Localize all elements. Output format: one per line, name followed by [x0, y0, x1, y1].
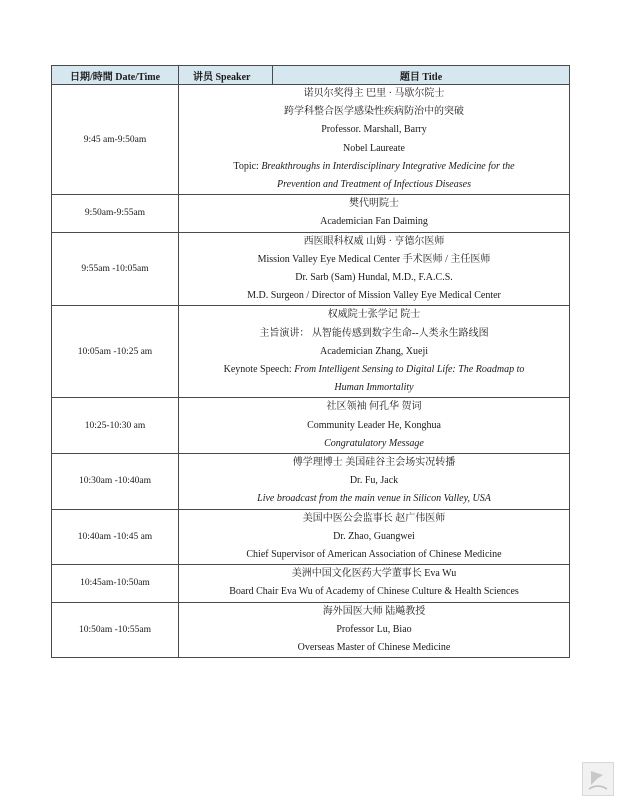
- speaker-title-cell: [179, 454, 570, 510]
- speaker-title-cell: [179, 602, 570, 658]
- cell-line: [179, 565, 569, 583]
- cell-line: [179, 417, 569, 435]
- cell-line: [179, 195, 569, 213]
- cell-line: [179, 454, 569, 472]
- header-speaker: 讲员 Speaker: [179, 66, 273, 85]
- line-text: 美洲中国文化医药大学董事长 Eva Wu: [291, 568, 457, 580]
- time-cell: 10:50am -10:55am: [52, 602, 179, 658]
- cell-line: [179, 158, 569, 176]
- cell-line: [179, 233, 569, 251]
- table-row: [52, 602, 570, 658]
- line-text: 主旨演讲： 从智能传感到数字生命--人类永生路线图: [259, 327, 489, 339]
- page-corner-icon: [582, 762, 614, 796]
- cell-line: [179, 361, 569, 379]
- line-text: Academician Zhang, Xueji: [319, 345, 428, 357]
- line-text: Dr. Sarb (Sam) Hundal, M.D., F.A.C.S.: [295, 272, 453, 284]
- line-italic-text: Live broadcast from the main venue in Silicon Valley, USA: [257, 493, 491, 505]
- line-italic-text: Prevention and Treatment of Infectious Diseases: [277, 179, 471, 191]
- cell-line: [179, 343, 569, 361]
- speaker-title-cell: [179, 509, 570, 565]
- cell-line: [179, 472, 569, 490]
- line-text: Board Chair Eva Wu of Academy of Chinese Culture & Health Sciences: [229, 586, 519, 598]
- line-text: Professor. Marshall, Barry: [321, 124, 427, 136]
- time-cell: 10:45am-10:50am: [52, 565, 179, 602]
- cell-line: [179, 490, 569, 508]
- header-title: 题目 Title: [273, 66, 570, 85]
- table-row: [52, 398, 570, 454]
- time-cell: 10:40am -10:45 am: [52, 509, 179, 565]
- table-row: [52, 85, 570, 195]
- cell-line: [179, 251, 569, 269]
- line-text: Mission Valley Eye Medical Center 手术医师 / 主任医师: [257, 253, 491, 265]
- line-text: 西医眼科权威 山姆 · 亨德尔医师: [303, 235, 445, 247]
- time-cell: 9:50am-9:55am: [52, 195, 179, 232]
- line-text: Dr. Zhao, Guangwei: [333, 530, 415, 542]
- cell-line: [179, 398, 569, 416]
- cell-line: [179, 325, 569, 343]
- speaker-title-cell: [179, 195, 570, 232]
- line-text: Nobel Laureate: [343, 142, 405, 154]
- table-row: [52, 306, 570, 398]
- table-row: [52, 232, 570, 306]
- line-text: 海外国医大师 陆飚教授: [322, 605, 426, 617]
- time-cell: 9:55am -10:05am: [52, 232, 179, 306]
- table-row: [52, 454, 570, 510]
- line-text: 权威院士张学记 院士: [327, 309, 421, 321]
- cell-line: [179, 103, 569, 121]
- schedule-table: [51, 65, 570, 658]
- table-row: [52, 509, 570, 565]
- cell-line: [179, 85, 569, 103]
- line-italic-text: Congratulatory Message: [324, 437, 424, 449]
- cell-line: [179, 583, 569, 601]
- cell-line: [179, 306, 569, 324]
- cell-line: [179, 435, 569, 453]
- cell-line: [179, 287, 569, 305]
- time-cell: 10:30am -10:40am: [52, 454, 179, 510]
- time-cell: 10:25-10:30 am: [52, 398, 179, 454]
- line-text: Dr. Fu, Jack: [349, 475, 399, 487]
- speaker-title-cell: [179, 306, 570, 398]
- cell-line: [179, 379, 569, 397]
- cell-line: [179, 121, 569, 139]
- line-italic-text: Human Immortality: [334, 382, 414, 394]
- line-text: M.D. Surgeon / Director of Mission Valley Eye Medical Center: [247, 290, 501, 302]
- line-text: 社区领袖 何孔华 贺词: [326, 401, 422, 413]
- cell-line: [179, 639, 569, 657]
- cell-line: [179, 213, 569, 231]
- line-text: Academician Fan Daiming: [320, 216, 428, 228]
- line-text: Chief Supervisor of American Association of Chinese Medicine: [246, 549, 502, 561]
- line-text: 傅学理博士 美国硅谷主会场实况转播: [292, 457, 456, 469]
- line-text: 美国中医公会监事长 赵广伟医师: [302, 512, 446, 524]
- speaker-title-cell: [179, 232, 570, 306]
- speaker-title-cell: [179, 85, 570, 195]
- table-header-row: [52, 66, 570, 85]
- time-cell: 10:05am -10:25 am: [52, 306, 179, 398]
- speaker-title-cell: [179, 565, 570, 602]
- table-row: [52, 195, 570, 232]
- table-row: [52, 565, 570, 602]
- cell-line: [179, 603, 569, 621]
- line-text: Community Leader He, Konghua: [307, 419, 441, 431]
- line-text: Overseas Master of Chinese Medicine: [297, 642, 451, 654]
- cell-line: [179, 621, 569, 639]
- cell-line: [179, 510, 569, 528]
- line-italic-text: From Intelligent Sensing to Digital Life: The Roadmap to: [294, 364, 525, 376]
- cell-line: [179, 140, 569, 158]
- line-text: Keynote Speech:: [223, 364, 295, 376]
- cell-line: [179, 546, 569, 564]
- time-cell: 9:45 am-9:50am: [52, 85, 179, 195]
- line-italic-text: Breakthroughs in Interdisciplinary Integrative Medicine for the: [261, 160, 515, 172]
- speaker-title-cell: [179, 398, 570, 454]
- header-date-time: 日期/時間 Date/Time: [52, 66, 179, 85]
- line-text: 跨学科整合医学感染性疾病防治中的突破: [284, 106, 464, 118]
- cell-line: [179, 176, 569, 194]
- line-text: Professor Lu, Biao: [336, 623, 412, 635]
- line-text: 诺贝尔奖得主 巴里 · 马歇尔院士: [303, 88, 445, 99]
- cell-line: [179, 269, 569, 287]
- line-text: Topic:: [233, 160, 262, 172]
- cell-line: [179, 528, 569, 546]
- line-text: 樊代明院士: [349, 198, 399, 210]
